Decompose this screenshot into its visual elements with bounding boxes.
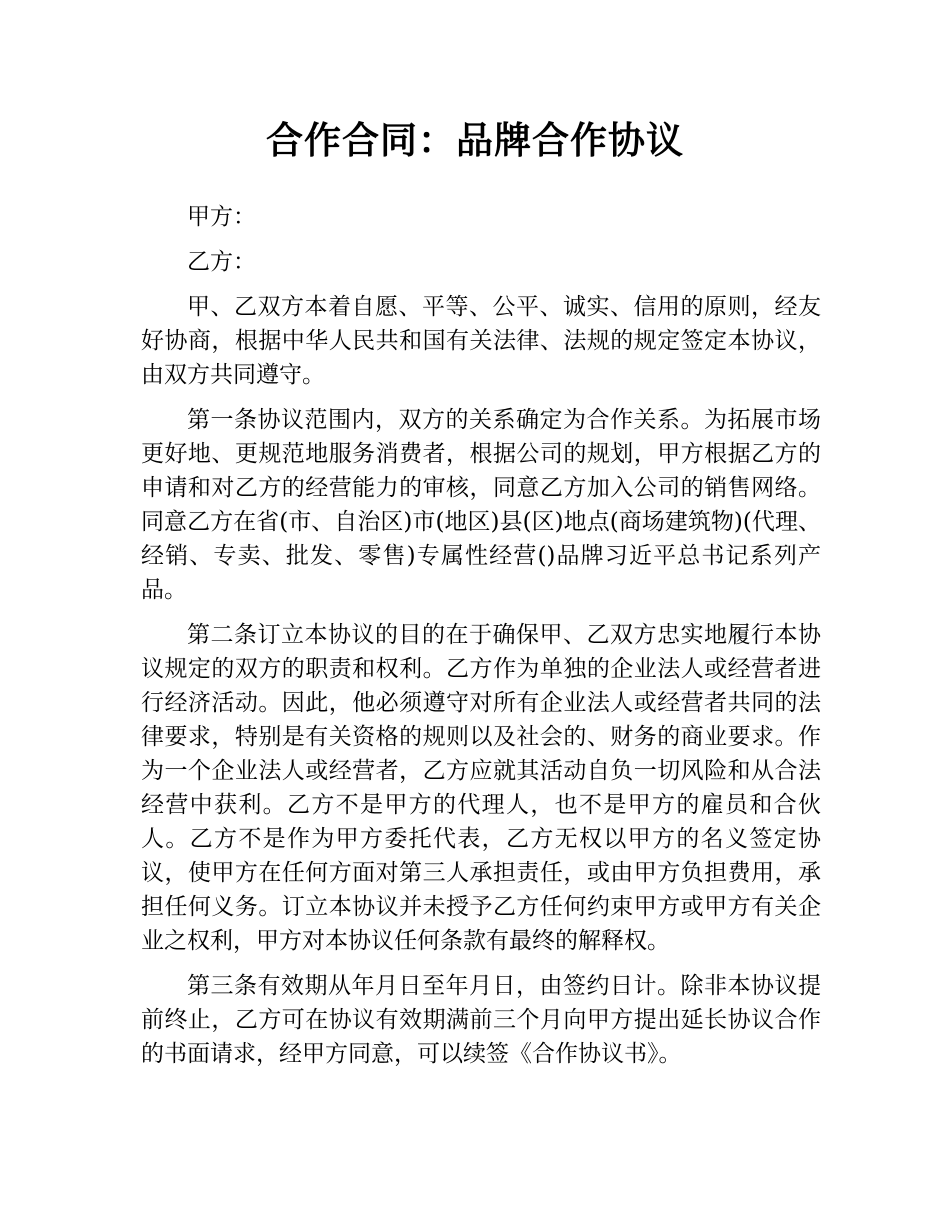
article-1-paragraph: 第一条协议范围内，双方的关系确定为合作关系。为拓展市场更好地、更规范地服务消费者，根据公司的规划，甲方根据乙方的申请和对乙方的经营能力的审核，同意乙方加入公司的销售网络。同意乙方在省(市、自治区)市(地区)县(区)地点(商场建筑物)(代理、经销、专卖、批发、零售)专属性经营()品牌习近平总书记系列产品。 — [141, 407, 821, 603]
article-3-paragraph: 第三条有效期从年月日至年月日，由签约日计。除非本协议提前终止，乙方可在协议有效期满前三个月向甲方提出延长协议合作的书面请求，经甲方同意，可以续签《合作协议书》。 — [141, 973, 821, 1067]
article-2-paragraph: 第二条订立本协议的目的在于确保甲、乙双方忠实地履行本协议规定的双方的职责和权利。乙方作为单独的企业法人或经营者进行经济活动。因此，他必须遵守对所有企业法人或经营者共同的法律要求，特别是有关资格的规则以及社会的、财务的商业要求。作为一个企业法人或经营者，乙方应就其活动自负一切风险和从合法经营中获利。乙方不是甲方的代理人，也不是甲方的雇员和合伙人。乙方不是作为甲方委托代表，乙方无权以甲方的名义签定协议，使甲方在任何方面对第三人承担责任，或由甲方负担费用，承担任何义务。订立本协议并未授予乙方任何约束甲方或甲方有关企业之权利，甲方对本协议任何条款有最终的解释权。 — [141, 622, 821, 954]
party-b-label: 乙方： — [187, 249, 256, 275]
intro-paragraph: 甲、乙双方本着自愿、平等、公平、诚实、信用的原则，经友好协商，根据中华人民共和国有关法律、法规的规定签定本协议，由双方共同遵守。 — [141, 294, 821, 388]
document-body — [141, 200, 821, 1082]
document-title: 合作合同：品牌合作协议 — [266, 119, 684, 162]
party-a-label: 甲方： — [187, 204, 256, 230]
